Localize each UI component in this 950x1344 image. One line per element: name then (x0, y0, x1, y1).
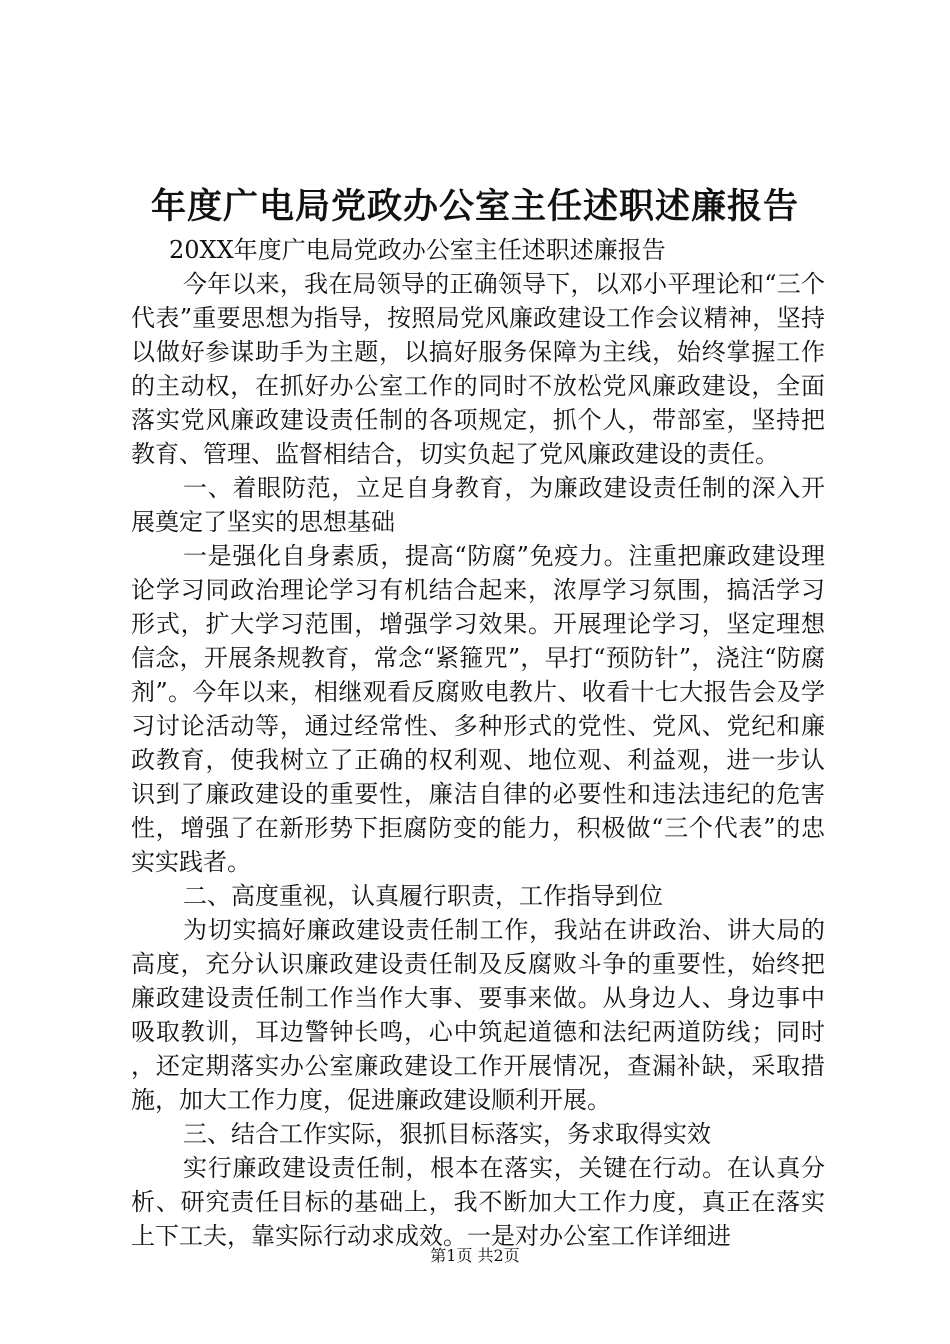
document-title: 年度广电局党政办公室主任述职述廉报告 (150, 187, 799, 227)
document-body (131, 233, 825, 1253)
section-heading-2: 二、高度重视，认真履行职责，工作指导到位 (183, 882, 663, 910)
section-heading-3: 三、结合工作实际，狠抓目标落实，务求取得实效 (183, 1120, 711, 1148)
section-paragraph-1: 一是强化自身素质，提高“防腐”免疫力。注重把廉政建设理论学习同政治理论学习有机结合起来，浓厚学习氛围，搞活学习形式，扩大学习范围，增强学习效果。开展理论学习，坚定理想信念，开展条规教育，常念“紧箍咒”，早打“预防针”，浇注“防腐剂”。今年以来，相继观看反腐败电教片、收看十七大报告会及学习讨论活动等，通过经常性、多种形式的党性、党风、党纪和廉政教育，使我树立了正确的权利观、地位观、利益观，进一步认识到了廉政建设的重要性，廉洁自律的必要性和违法违纪的危害性，增强了在新形势下拒腐防变的能力，积极做“三个代表”的忠实实践者。 (131, 542, 825, 876)
section-heading-1: 一、着眼防范，立足自身教育，为廉政建设责任制的深入开展奠定了坚实的思想基础 (131, 474, 825, 536)
document-subtitle: 20XX年度广电局党政办公室主任述职述廉报告 (169, 236, 666, 264)
page-number-footer: 第1页 共2页 (430, 1246, 520, 1265)
section-paragraph-3: 实行廉政建设责任制，根本在落实，关键在行动。在认真分析、研究责任目标的基础上，我不断加大工作力度，真正在落实上下工夫，靠实际行动求成效。一是对办公室工作详细进 (131, 1154, 825, 1250)
section-paragraph-2: 为切实搞好廉政建设责任制工作，我站在讲政治、讲大局的高度，充分认识廉政建设责任制及反腐败斗争的重要性，始终把廉政建设责任制工作当作大事、要事来做。从身边人、身边事中吸取教训，耳边警钟长鸣，心中筑起道德和法纪两道防线；同时，还定期落实办公室廉政建设工作开展情况，查漏补缺，采取措施，加大工作力度，促进廉政建设顺利开展。 (131, 916, 825, 1114)
intro-paragraph: 今年以来，我在局领导的正确领导下，以邓小平理论和“三个代表”重要思想为指导，按照局党风廉政建设工作会议精神，坚持以做好参谋助手为主题，以搞好服务保障为主线，始终掌握工作的主动权，在抓好办公室工作的同时不放松党风廉政建设，全面落实党风廉政建设责任制的各项规定，抓个人，带部室，坚持把教育、管理、监督相结合，切实负起了党风廉政建设的责任。 (131, 270, 825, 468)
